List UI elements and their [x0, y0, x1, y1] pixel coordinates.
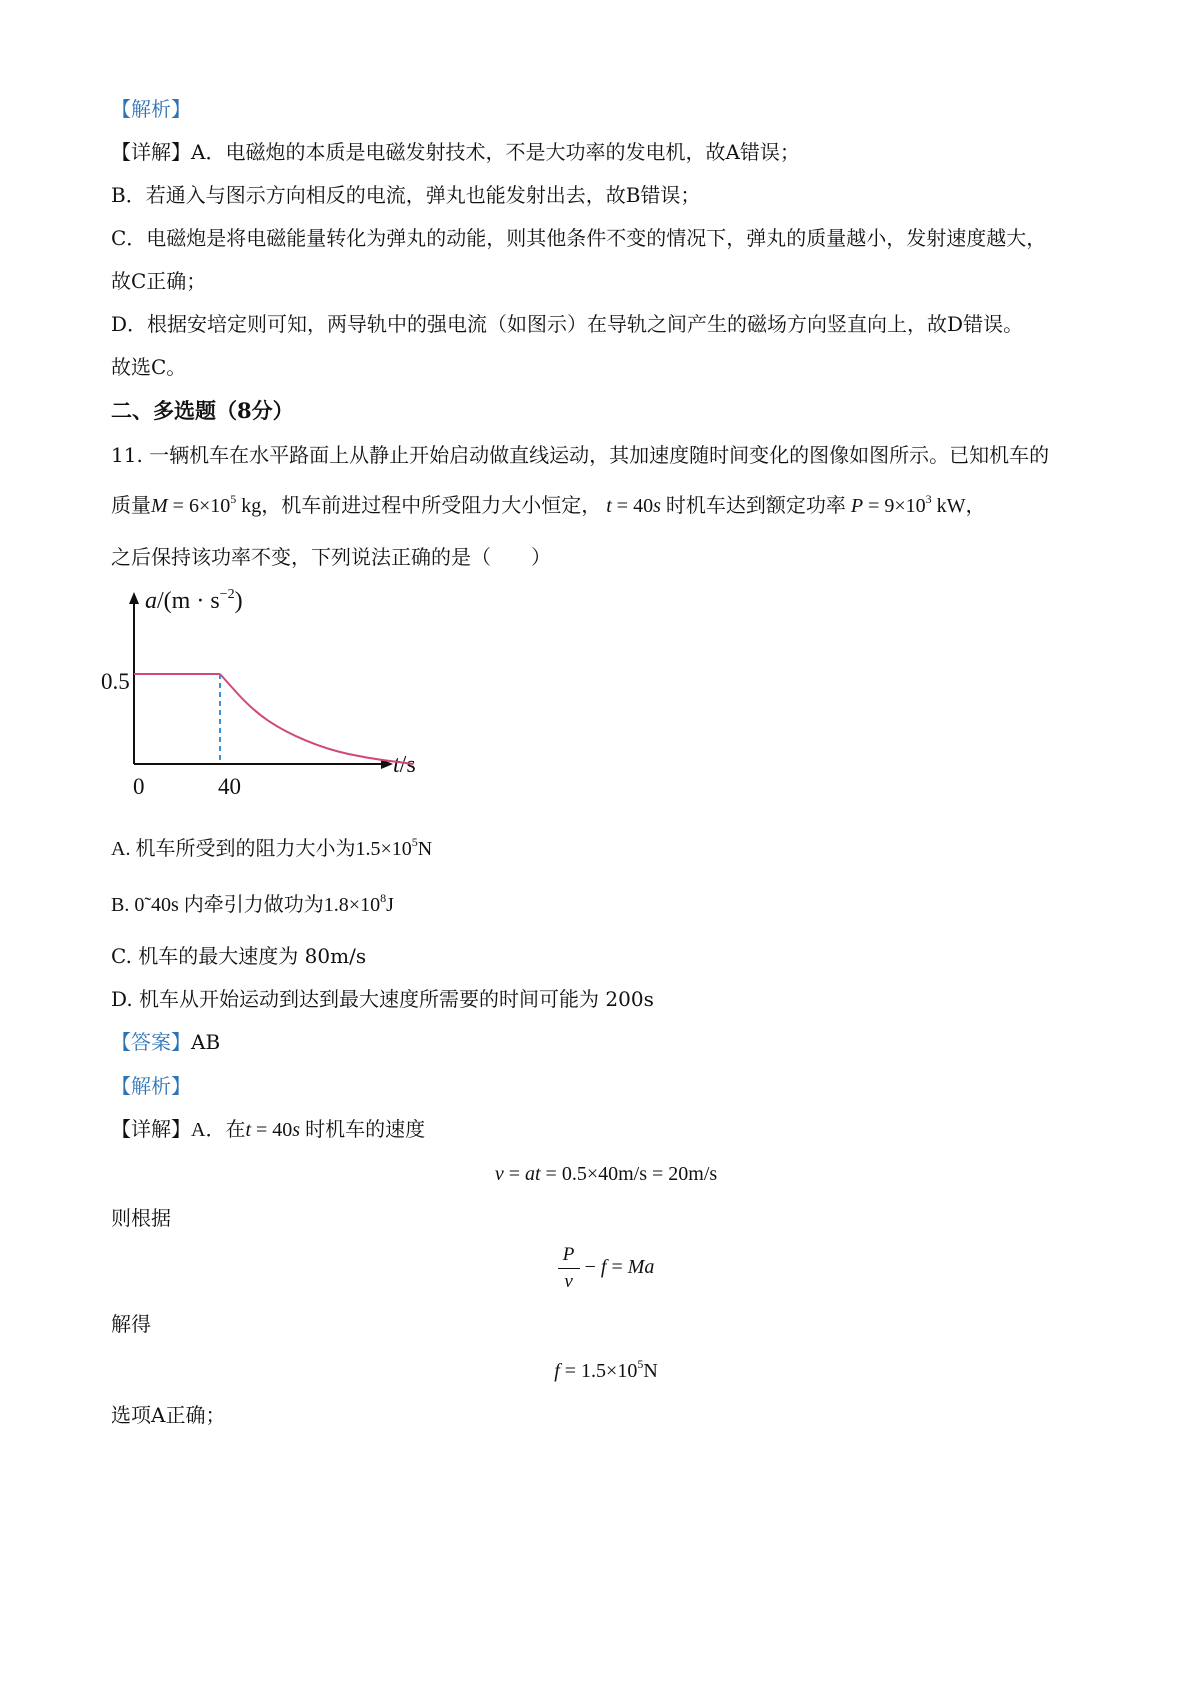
answer-line: 【答案】AB	[111, 1030, 221, 1054]
equation-power: $\frac{P}{v}$ − f = Ma	[111, 1242, 1101, 1293]
detail-c-paragraph-cont: 故C正确；	[111, 269, 207, 293]
question-11-line3: 之后保持该功率不变，下列说法正确的是（ ）	[111, 545, 551, 569]
decreasing-acceleration-curve	[220, 674, 414, 764]
choice-conclusion: 故选C。	[111, 355, 187, 379]
y-tick-label: 0.5	[101, 669, 130, 694]
option-c: C. 机车的最大速度为 80m/s	[111, 944, 367, 968]
conclusion-line: 选项A正确；	[111, 1403, 226, 1427]
detail-a-line: 【详解】A．在t = 40s 时机车的速度	[111, 1119, 426, 1141]
option-d: D. 机车从开始运动到达到最大速度所需要的时间可能为 200s	[111, 987, 654, 1011]
option-a: A. 机车所受到的阻力大小为$1.5\times 10^5N$	[111, 835, 433, 860]
option-b: B. 0˜40s 内牵引力做功为$1.8\times 10^8J$	[111, 891, 394, 916]
acceleration-time-chart	[101, 586, 431, 796]
question-11-line2: 质量$M = 6\times 10^5$ kg，机车前进过程中所受阻力大小恒定， t = 40s 时机车达到额定功率 $P = 9\times 10^3$ kW，	[111, 492, 986, 517]
question-11-line1: 11. 一辆机车在水平路面上从静止开始启动做直线运动，其加速度随时间变化的图像如图所示。已知机车的	[111, 443, 1050, 467]
y-axis-arrow	[129, 592, 139, 604]
fraction-p-over-v: $\frac{P}{v}$	[558, 1244, 580, 1293]
y-axis-label: $a/(m \cdot s^{-2})$	[145, 587, 243, 614]
analysis-label: 【解析】	[111, 97, 191, 121]
detail-a-paragraph: 【详解】A．电磁炮的本质是电磁发射技术，不是大功率的发电机，故A错误；	[111, 140, 800, 164]
detail-b-paragraph: B．若通入与图示方向相反的电流，弹丸也能发射出去，故B错误；	[111, 183, 701, 207]
detail-c-paragraph: C．电磁炮是将电磁能量转化为弹丸的动能，则其他条件不变的情况下，弹丸的质量越小，发射速度越大，	[111, 226, 1047, 250]
analysis-label-2: 【解析】	[111, 1074, 191, 1098]
x-tick-label-0: 0	[133, 774, 145, 796]
chart-marks	[134, 674, 414, 764]
x-tick-label-40: 40	[218, 774, 241, 796]
equation-friction: $f = 1.5\times 10^5N$	[554, 1357, 658, 1382]
solve-label: 解得	[111, 1312, 151, 1336]
equation-velocity: v = at = 0.5×40m/s = 20m/s	[494, 1163, 718, 1185]
x-axis-label: t/s	[393, 752, 416, 778]
then-label: 则根据	[111, 1206, 171, 1230]
section-title: 二、多选题（8分）	[111, 398, 294, 423]
detail-d-paragraph: D．根据安培定则可知，两导轨中的强电流（如图示）在导轨之间产生的磁场方向竖直向上，故D错误。	[111, 312, 1024, 336]
